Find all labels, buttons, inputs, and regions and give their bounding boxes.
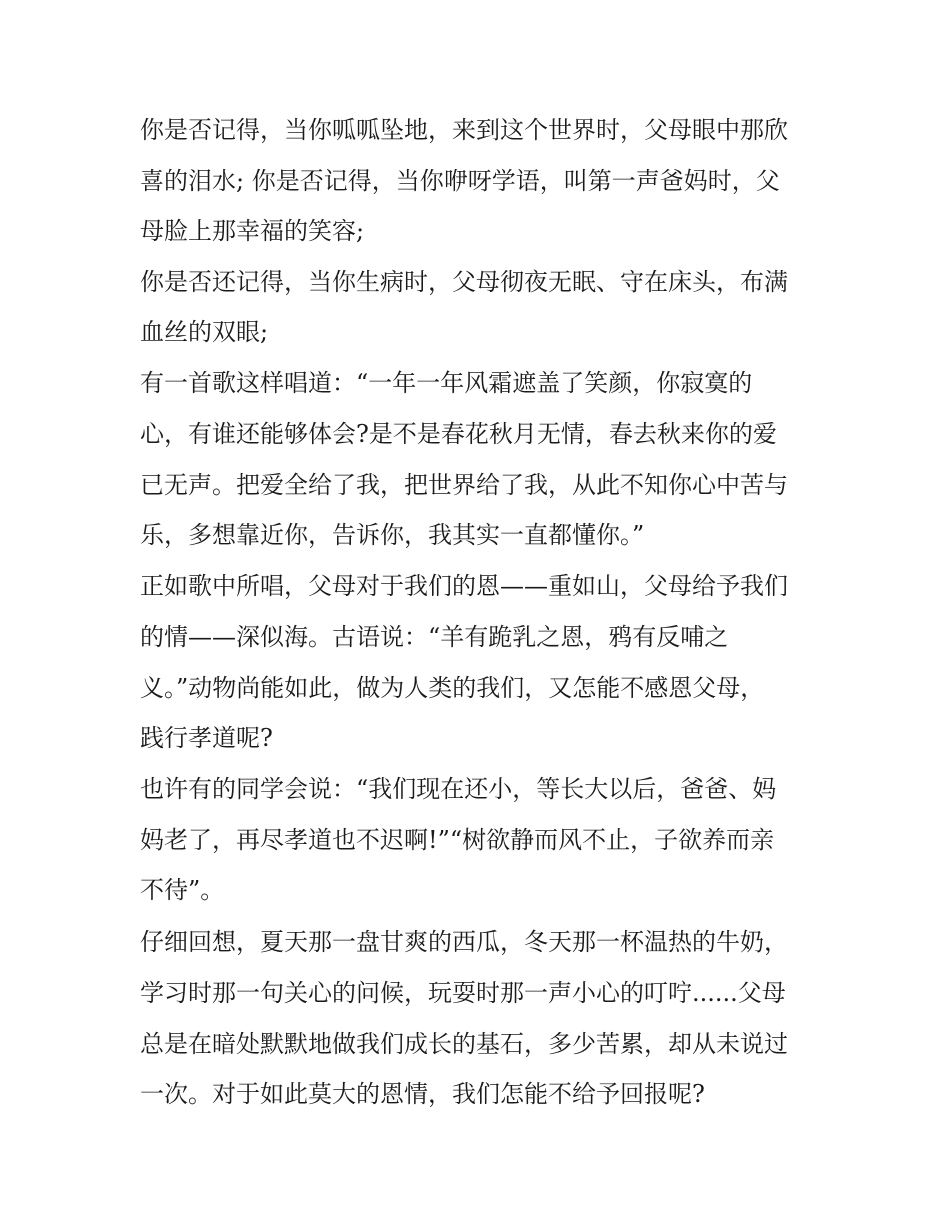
text-line: 的情——深似海。古语说：“羊有跪乳之恩，鸦有反哺之 <box>140 623 729 651</box>
text-line: 仔细回想，夏天那一盘甘爽的西瓜，冬天那一杯温热的牛奶， <box>140 928 788 956</box>
text-line: 不待”。 <box>140 876 225 904</box>
text-line: 喜的泪水; 你是否记得，当你咿呀学语，叫第一声爸妈时，父 <box>140 167 780 195</box>
text-line: 你是否还记得，当你生病时，父母彻夜无眠、守在床头，布满 <box>140 268 788 296</box>
text-line: 学习时那一句关心的问候，玩耍时那一声小心的叮咛......父母 <box>140 979 786 1007</box>
text-line: 乐，多想靠近你，告诉你，我其实一直都懂你。” <box>140 521 645 549</box>
text-line: 也许有的同学会说：“我们现在还小，等长大以后，爸爸、妈 <box>140 775 777 803</box>
text-line: 母脸上那幸福的笑容; <box>140 217 365 245</box>
text-line: 已无声。把爱全给了我，把世界给了我，从此不知你心中苦与 <box>140 471 788 499</box>
text-line: 正如歌中所唱，父母对于我们的恩——重如山，父母给予我们 <box>140 572 788 600</box>
text-line: 心，有谁还能够体会?是不是春花秋月无情，春去秋来你的爱 <box>140 420 777 448</box>
text-line: 义。”动物尚能如此，做为人类的我们，又怎能不感恩父母， <box>140 674 765 702</box>
text-line: 践行孝道呢? <box>140 724 273 752</box>
text-line: 血丝的双眼; <box>140 318 269 346</box>
text-line: 你是否记得，当你呱呱坠地，来到这个世界时，父母眼中那欣 <box>140 116 788 144</box>
text-line: 有一首歌这样唱道：“一年一年风霜遮盖了笑颜，你寂寞的 <box>140 369 753 397</box>
text-line: 妈老了，再尽孝道也不迟啊!”“树欲静而风不止，子欲养而亲 <box>140 826 775 854</box>
text-line: 一次。对于如此莫大的恩情，我们怎能不给予回报呢? <box>140 1080 705 1108</box>
text-line: 总是在暗处默默地做我们成长的基石，多少苦累，却从未说过 <box>140 1030 788 1058</box>
